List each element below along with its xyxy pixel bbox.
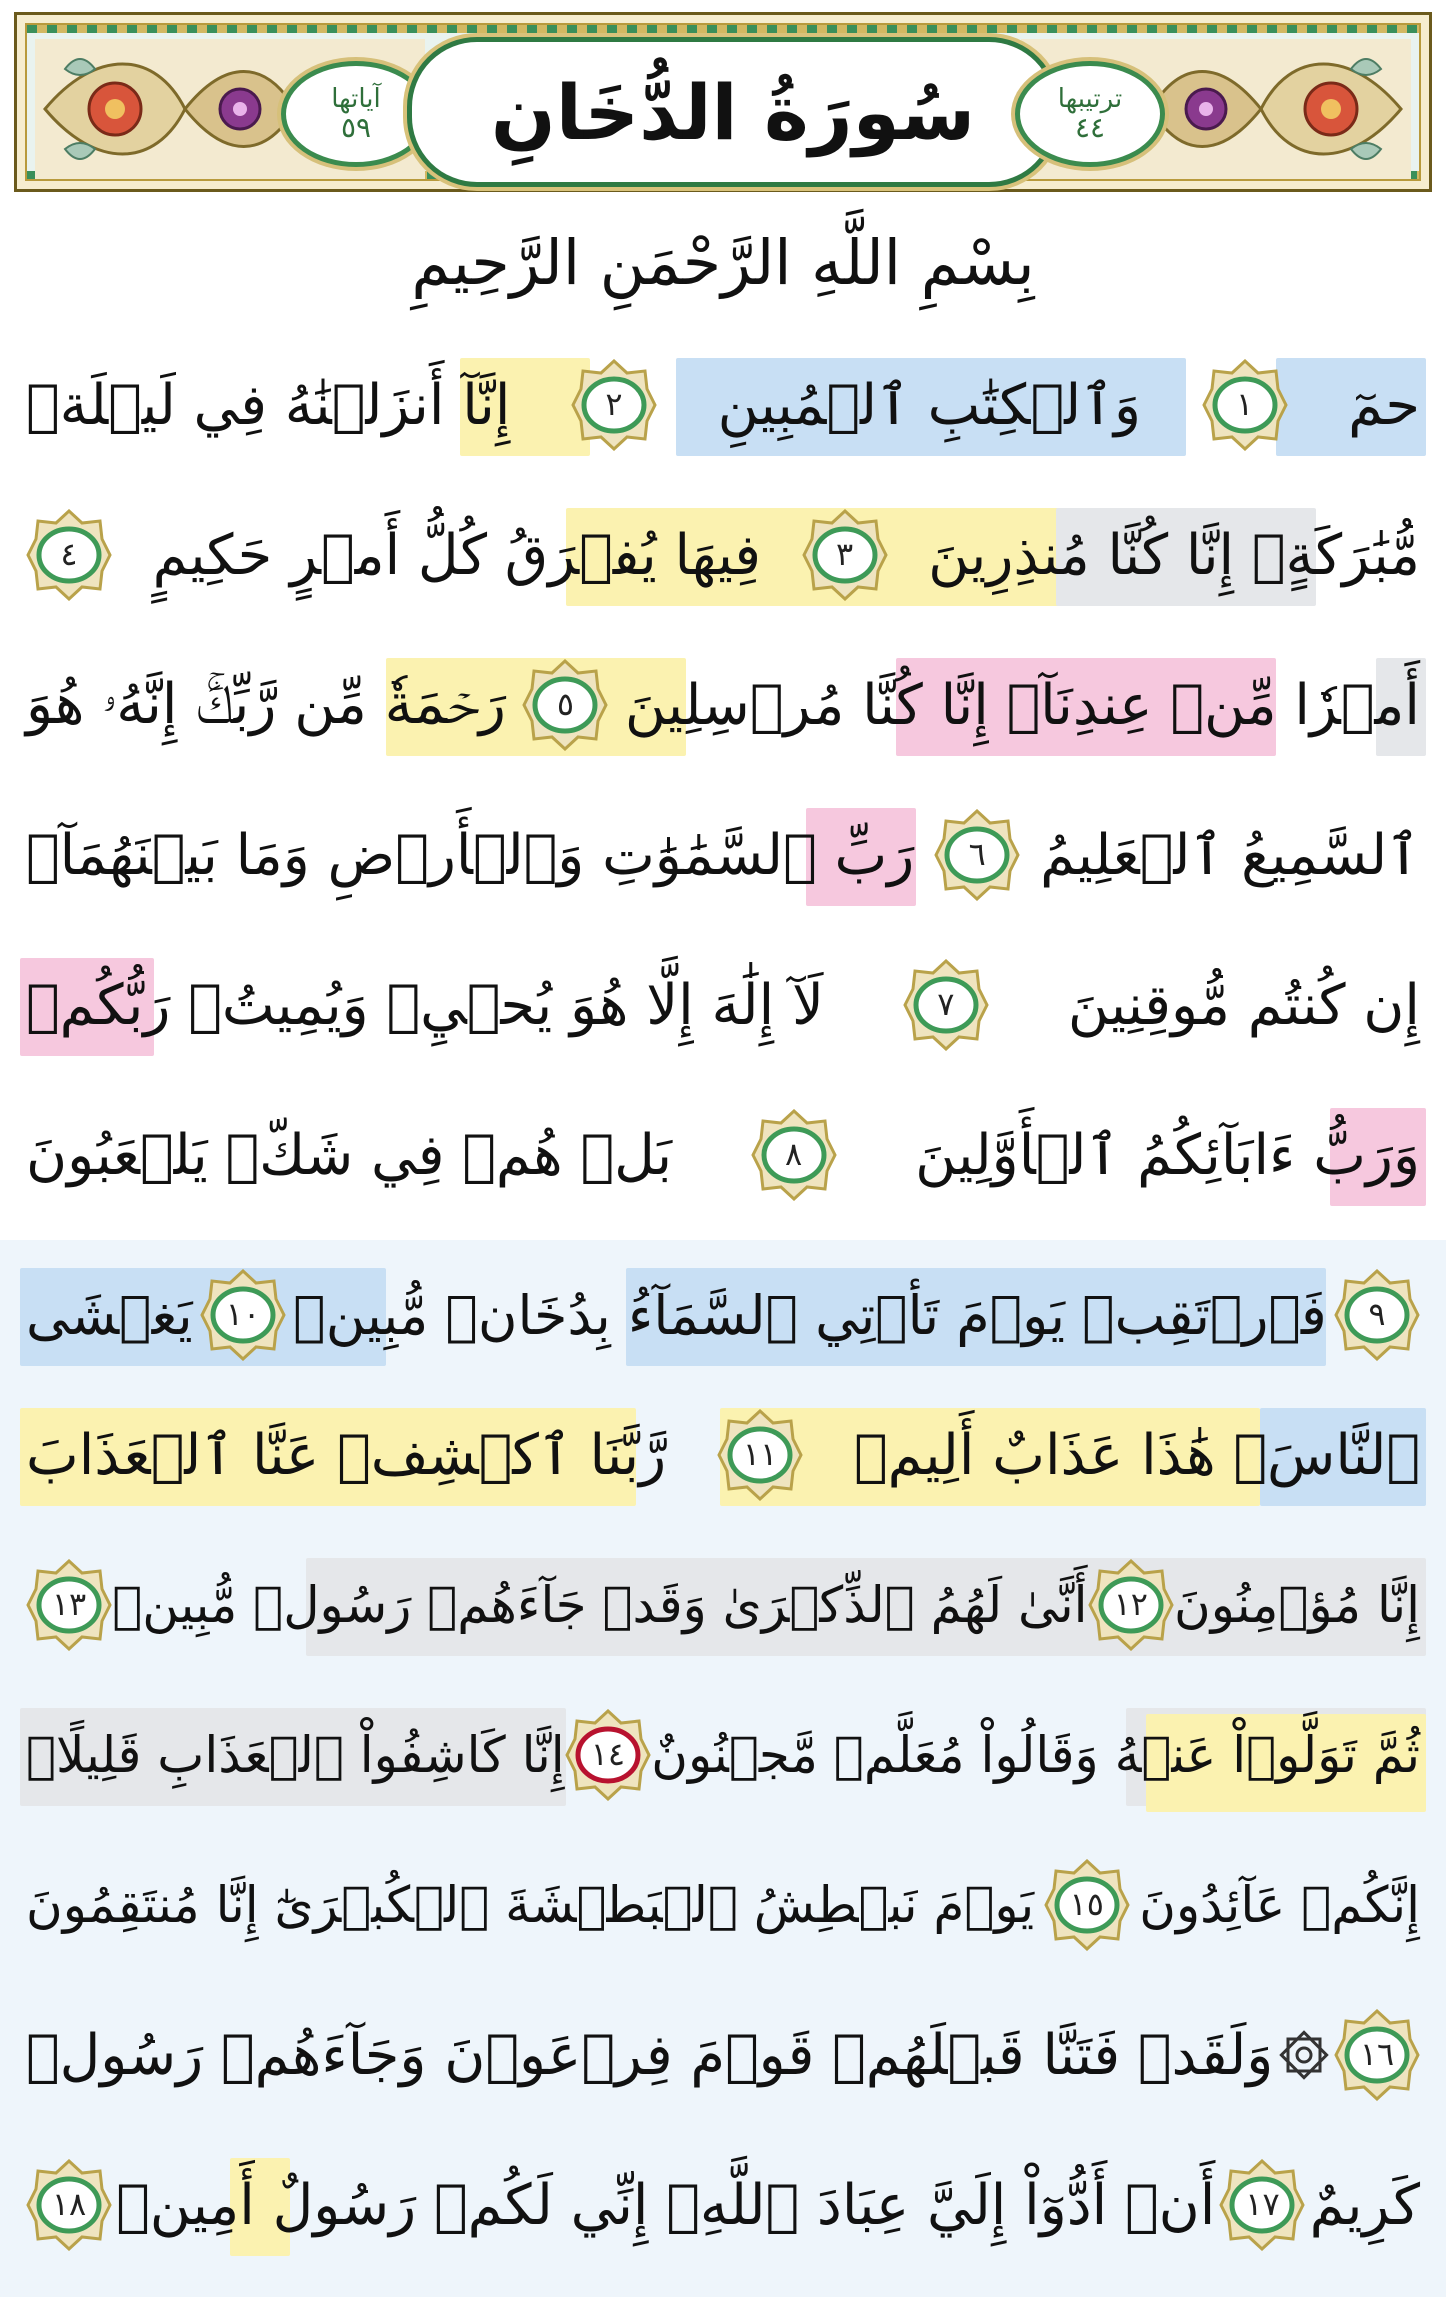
text-line-1 [20,340,1426,460]
ayah-marker: ١٦ [1334,2009,1420,2101]
order-label: ترتيبها [1057,83,1123,114]
ayat-label: آياتها [331,83,381,114]
ayah-marker: ٣ [802,509,888,601]
ayah-marker: ٤ [26,509,112,601]
ayah-marker: ٦ [934,809,1020,901]
text-line-11 [20,1840,1426,1960]
surah-title-cartouche [407,37,1059,187]
ayah-text: ٱلسَّمِيعُ ٱلۡعَلِيمُ [1040,822,1420,888]
ayah-text: إِنَّآ أَنزَلۡنَٰهُ فِي لَيۡلَةٖ [26,372,511,438]
ayah-text: ٱلنَّاسَۖ هَٰذَا عَذَابٌ أَلِيمٞ [854,1422,1420,1488]
ayah-text: كَرِيمٌ [1309,2172,1420,2238]
ayah-text: إِنَّا كَاشِفُواْ ٱلۡعَذَابِ قَلِيلًاۚ [26,1726,565,1784]
ayah-text: وَٱلۡكِتَٰبِ ٱلۡمُبِينِ [717,372,1141,438]
ayah-marker: ١٧ [1219,2159,1305,2251]
ayah-text: ثُمَّ تَوَلَّوۡاْ عَنۡهُ وَقَالُواْ مُعَلَّمٞ مَّجۡنُونٌ [651,1726,1420,1784]
ayah-text: فِيهَا يُفۡرَقُ كُلُّ أَمۡرٍ حَكِيمٍ [152,522,762,588]
text-line-5 [20,940,1426,1060]
ayah-text: إِنَّكُمۡ عَآئِدُونَ [1139,1876,1420,1934]
ayah-marker: ٧ [903,959,989,1051]
ayah-text: وَرَبُّ ءَابَآئِكُمُ ٱلۡأَوَّلِينَ [915,1122,1420,1188]
ayah-text: يَغۡشَى [26,1283,193,1347]
ayat-number: ٥٩ [340,110,372,144]
ayah-text: رَحۡمَةٗ مِّن رَّبِّكَۚ إِنَّهُۥ هُوَ [26,672,506,737]
ayah-marker: ٨ [751,1109,837,1201]
ayah-text: أَنَّىٰ لَهُمُ ٱلذِّكۡرَىٰ وَقَدۡ جَآءَهُمۡ رَسُولٞ مُّبِينٞ [112,1576,1088,1634]
header-panel [25,23,1421,181]
surah-header [14,12,1432,192]
ayah-text: رَّبَّنَا ٱكۡشِفۡ عَنَّا ٱلۡعَذَابَ [26,1422,667,1488]
ayah-marker: ١٣ [26,1559,112,1651]
text-line-6 [20,1090,1426,1210]
surah-title: سُورَةُ الدُّخَانِ [490,67,976,157]
text-line-2 [20,490,1426,610]
ayah-text: بَلۡ هُمۡ فِي شَكّٖ يَلۡعَبُونَ [26,1122,673,1188]
text-line-4 [20,790,1426,910]
text-line-8 [20,1390,1426,1510]
ayah-marker: ٩ [1334,1269,1420,1361]
rub-el-hizb-icon [1276,2025,1332,2085]
ayah-text: أَنۡ أَدُّوٓاْ إِلَيَّ عِبَادَ ٱللَّهِۖ إِنِّي لَكُمۡ رَسُولٌ أَمِينٞ [116,2172,1216,2238]
text-line-13 [20,2140,1426,2260]
ayah-marker: ١٨ [26,2159,112,2251]
ayah-text: مُّبَٰرَكَةٍۚ إِنَّا كُنَّا مُنذِرِينَ [928,522,1420,588]
ayah-text: وَلَقَدۡ فَتَنَّا قَبۡلَهُمۡ قَوۡمَ فِرۡعَوۡنَ وَجَآءَهُمۡ رَسُولٞ [26,2022,1274,2088]
ayah-marker: ١٢ [1088,1559,1174,1651]
ayah-marker: ٥ [522,659,608,751]
ayah-text: لَآ إِلَٰهَ إِلَّا هُوَ يُحۡيِۦ وَيُمِيتُۖ رَبُّكُمۡ [26,972,824,1038]
text-line-12 [20,1990,1426,2110]
order-number: ٤٤ [1074,110,1106,144]
ayah-text: يَوۡمَ نَبۡطِشُ ٱلۡبَطۡشَةَ ٱلۡكُبۡرَىٰٓ إِنَّا مُنتَقِمُونَ [26,1876,1035,1934]
ayah-text: حمٓ [1348,372,1420,438]
ayah-marker: ١٠ [200,1269,286,1361]
text-line-3 [20,640,1426,760]
ayah-marker: ١٤ [565,1709,651,1801]
ayah-text: رَبِّ ٱلسَّمَٰوَٰتِ وَٱلۡأَرۡضِ وَمَا بَيۡنَهُمَآۖ [26,822,915,888]
text-line-10 [20,1690,1426,1810]
ayah-marker: ١١ [717,1409,803,1501]
ayah-text: أَمۡرٗا مِّنۡ عِندِنَآۚ إِنَّا كُنَّا مُرۡسِلِينَ [624,672,1420,738]
ayah-text: إِنَّا مُؤۡمِنُونَ [1174,1576,1420,1634]
ayah-marker: ٢ [571,359,657,451]
basmala: بِسْمِ اللَّهِ الرَّحْمَنِ الرَّحِيمِ [411,226,1035,299]
header-top-band [27,25,1419,33]
ayah-marker: ١ [1202,359,1288,451]
ayah-text: فَٱرۡتَقِبۡ يَوۡمَ تَأۡتِي ٱلسَّمَآءُ بِدُخَانٖ مُّبِينٖ [293,1283,1327,1347]
text-line-7 [20,1250,1426,1370]
text-line-9 [20,1540,1426,1660]
ayah-marker: ١٥ [1044,1859,1130,1951]
ayah-text: إِن كُنتُم مُّوقِنِينَ [1067,972,1420,1038]
surah-order-medallion [1015,61,1165,167]
